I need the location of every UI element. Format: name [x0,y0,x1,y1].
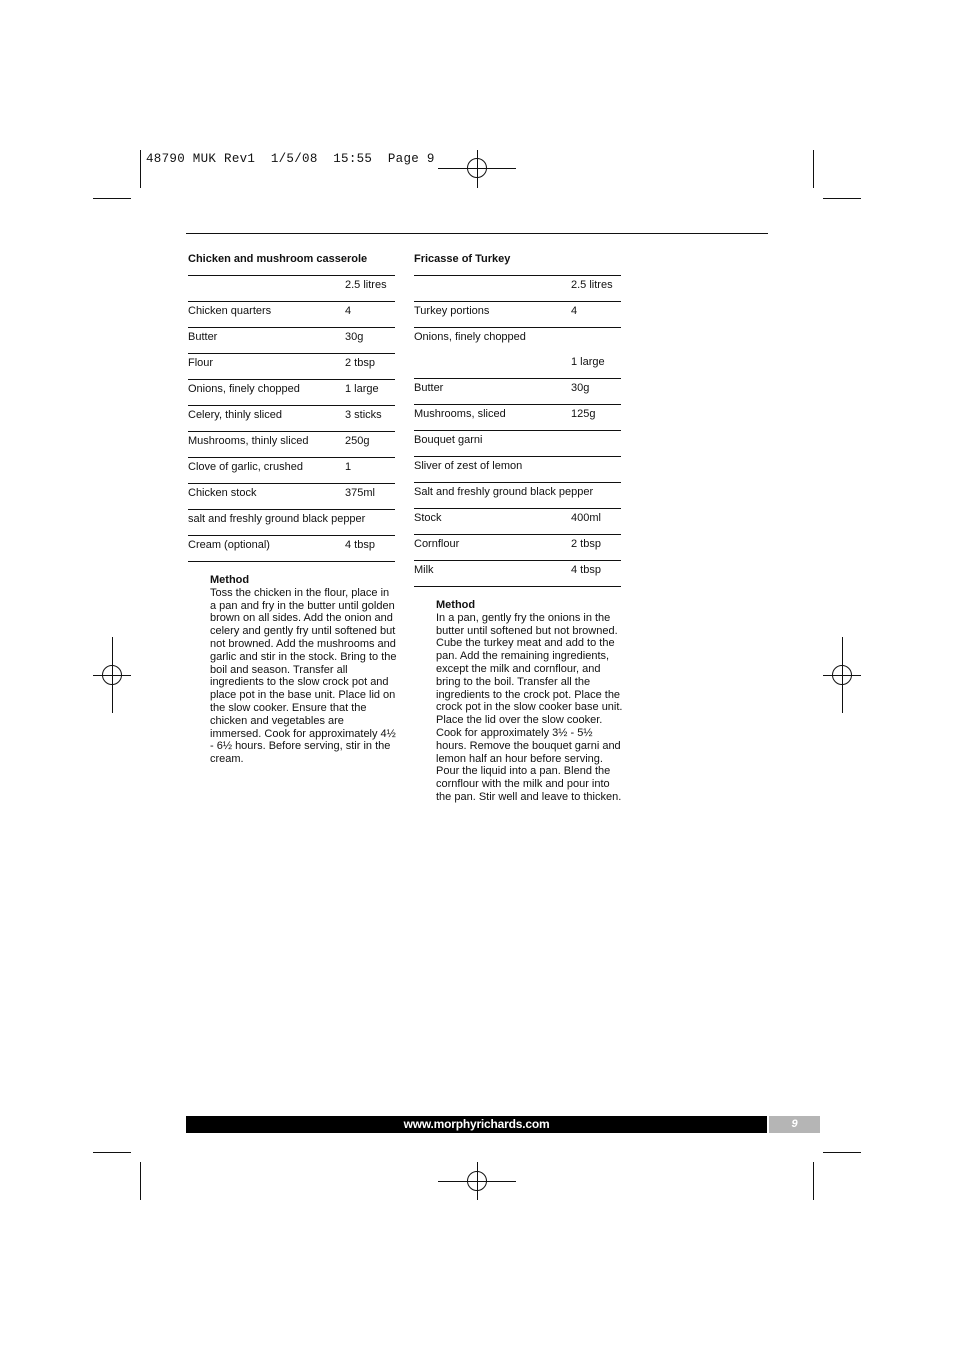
ingredient-name: Mushrooms, thinly sliced [188,435,309,447]
recipe-fricasse-turkey [414,251,621,587]
table-row [414,561,621,587]
page-number: 9 [769,1116,820,1133]
ingredients-table [188,275,395,562]
ingredient-name: Stock [414,512,442,524]
table-row [414,379,621,405]
method-fricasse-turkey [436,599,624,804]
method-text: Toss the chicken in the flour, place in a pan and fry in the butter until golden brown on all sides. Add the onion and celery and gently fry until softened but not browned. Add the mushrooms and garlic and stir in the stock. Bring to the boil and season. Transfer all ingredients to the slow crock pot and place pot in the base unit. Place lid on the slow cooker. Ensure that the chicken and vegetables are immersed. Cook for approximately 4½ - 6½ hours. Before serving, stir in the cream. [210,586,397,766]
table-row [188,484,395,510]
ingredient-name: Turkey portions [414,305,490,317]
table-row [188,328,395,354]
table-row [414,353,621,379]
method-text: In a pan, gently fry the onions in the butter until softened but not browned. Cube the turkey meat and add to the pan. Add the remaining ingredients, except the milk and cornflour, and bring to the boil. Transfer all the ingredients to the crock pot. Place the crock pot in the slow cooker base unit. Place the lid over the slow cooker. Cook for approximately 3½ - 5½ hours. Remove the bouquet garni and lemon half an hour before serving. Pour the liquid into a pan. Blend the cornflour with the milk and pour into the pan. Stir well and leave to thicken. [436,611,623,803]
table-row [414,276,621,302]
table-row [414,431,621,457]
print-slug: 48790 MUK Rev1 1/5/08 15:55 Page 9 [146,152,435,166]
ingredient-name: Butter [188,331,218,343]
ingredient-quantity: 1 large [571,356,605,368]
ingredient-name: Cornflour [414,538,460,550]
method-title: Method [210,574,250,586]
ingredient-name: Clove of garlic, crushed [188,461,303,473]
ingredient-quantity: 2 tbsp [345,357,375,369]
ingredient-quantity: 2.5 litres [345,279,387,291]
table-row [188,354,395,380]
ingredient-quantity: 1 [345,461,352,473]
ingredient-name: Onions, finely chopped [188,383,300,395]
table-row [414,457,621,483]
ingredient-name: salt and freshly ground black pepper [188,513,366,525]
ingredient-name: Onions, finely chopped [414,331,526,343]
ingredients-table [414,275,621,587]
ingredient-name: Bouquet garni [414,434,483,446]
ingredient-quantity: 4 tbsp [571,564,601,576]
table-row [414,509,621,535]
ingredient-quantity: 4 [571,305,578,317]
table-row [188,458,395,484]
table-row [188,406,395,432]
ingredient-name: Mushrooms, sliced [414,408,506,420]
recipe-title: Fricasse of Turkey [414,253,511,265]
table-row [188,276,395,302]
ingredient-name: Celery, thinly sliced [188,409,282,421]
table-row [414,328,621,353]
table-row [414,483,621,509]
ingredient-quantity: 400ml [571,512,601,524]
ingredient-name: Salt and freshly ground black pepper [414,486,594,498]
table-row [188,380,395,406]
ingredient-quantity: 125g [571,408,596,420]
table-row [414,535,621,561]
ingredient-quantity: 30g [571,382,590,394]
table-row [188,536,395,562]
recipe-title: Chicken and mushroom casserole [188,253,368,265]
ingredient-name: Flour [188,357,214,369]
ingredient-name: Chicken stock [188,487,257,499]
table-row [188,432,395,458]
ingredient-quantity: 2 tbsp [571,538,601,550]
table-row [414,405,621,431]
ingredient-name: Chicken quarters [188,305,272,317]
footer-url: www.morphyrichards.com [403,1117,550,1131]
ingredient-name: Milk [414,564,434,576]
ingredient-quantity: 2.5 litres [571,279,613,291]
ingredient-name: Cream (optional) [188,539,270,551]
ingredient-quantity: 3 sticks [345,409,382,421]
table-row [188,302,395,328]
table-row [188,510,395,536]
ingredient-name: Butter [414,382,444,394]
ingredient-quantity: 375ml [345,487,375,499]
ingredient-quantity: 250g [345,435,370,447]
method-title: Method [436,599,476,611]
ingredient-quantity: 1 large [345,383,379,395]
ingredient-name: Sliver of zest of lemon [414,460,523,472]
table-row [414,302,621,328]
ingredient-quantity: 4 [345,305,352,317]
ingredient-quantity: 30g [345,331,364,343]
recipe-chicken-casserole [188,251,395,562]
ingredient-quantity: 4 tbsp [345,539,375,551]
header-rule [186,233,768,234]
method-chicken-casserole [210,574,398,766]
